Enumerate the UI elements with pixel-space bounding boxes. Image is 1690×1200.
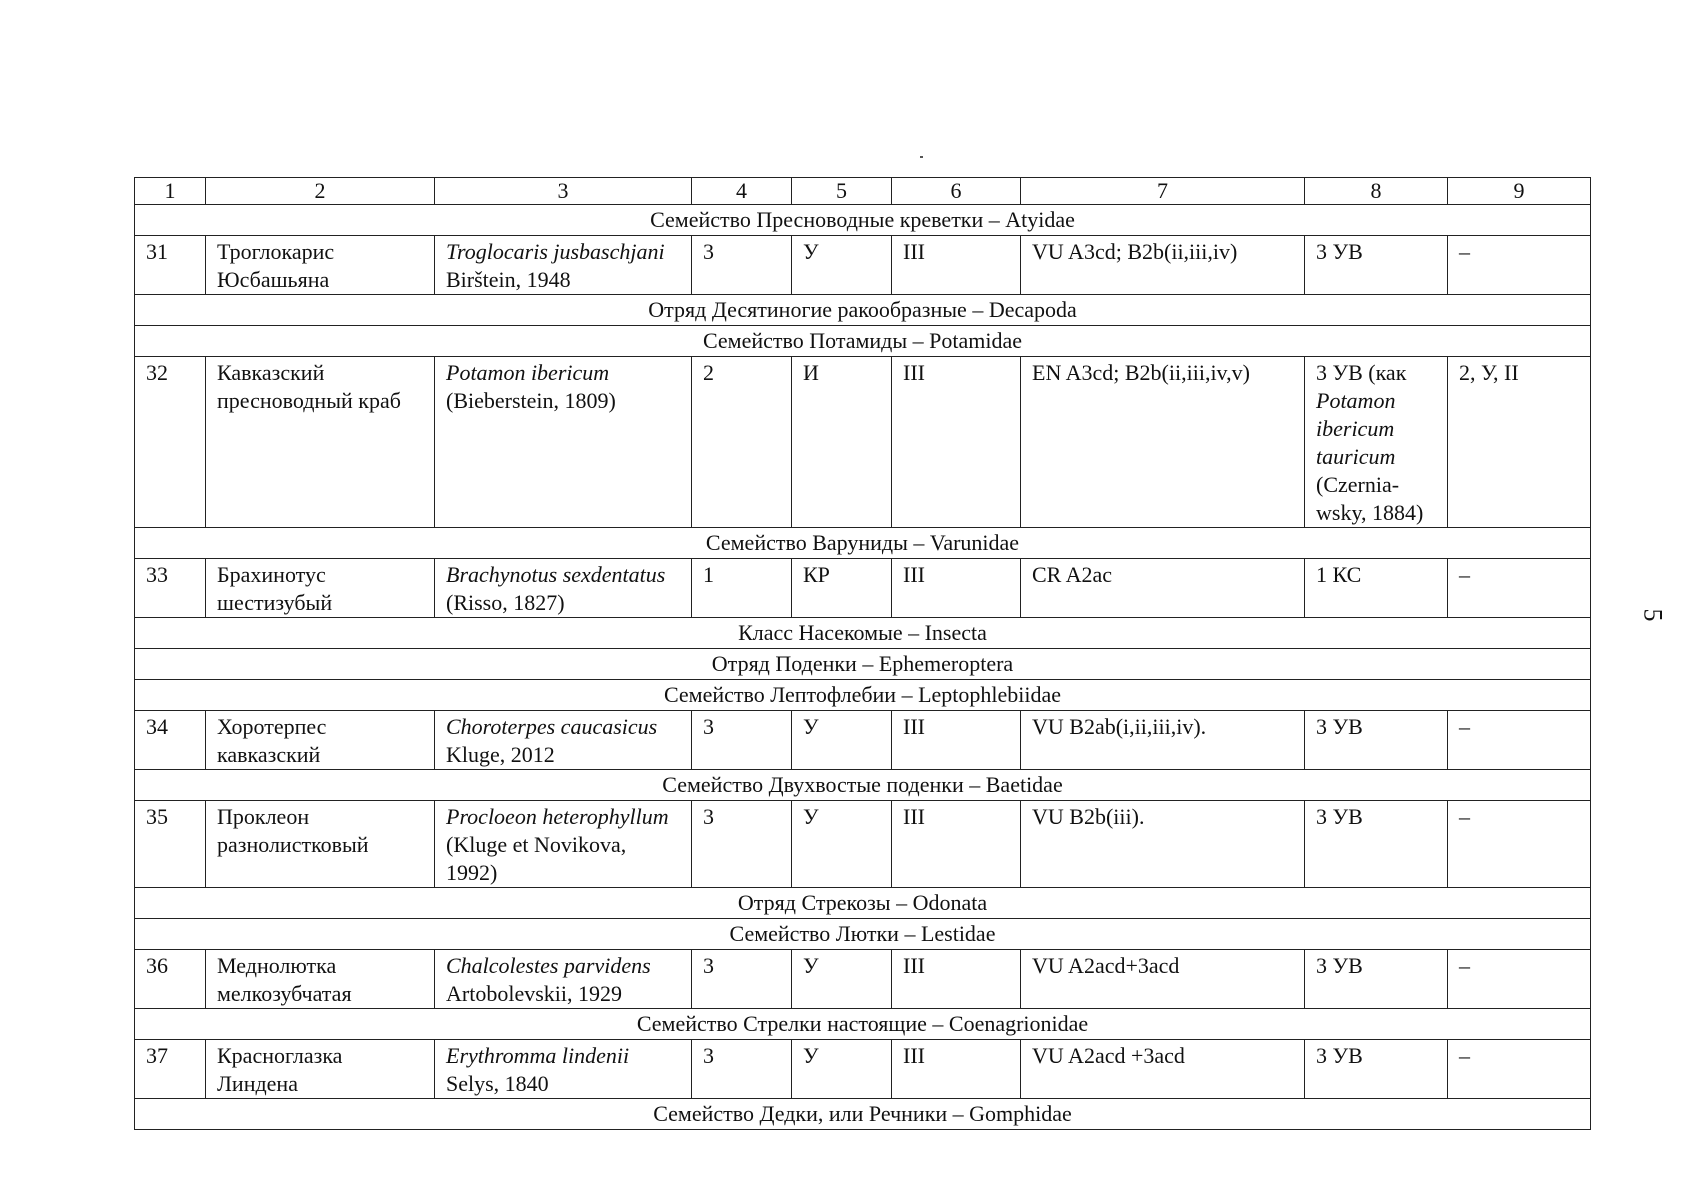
cell-latin-name (435, 801, 692, 888)
cell-col8: 3 УВ (1305, 236, 1448, 295)
section-row (135, 326, 1591, 357)
latin-binomial: Choroterpes caucasicus (446, 714, 658, 739)
cell-col8: 3 УВ (1305, 711, 1448, 770)
table-row (135, 236, 1591, 295)
cell-number: 31 (135, 236, 206, 295)
cell-col5: У (792, 801, 892, 888)
col8-text: 3 УВ (как (1316, 360, 1407, 385)
cell-col5: КР (792, 559, 892, 618)
latin-author: (Risso, 1827) (446, 590, 565, 615)
latin-author: Artobolevskii, 1929 (446, 981, 622, 1006)
cell-col9: – (1448, 711, 1591, 770)
cell-col4: 3 (692, 950, 792, 1009)
cell-col9: – (1448, 950, 1591, 1009)
section-label: Семейство Дедки, или Речники – Gomphidae (135, 1099, 1591, 1130)
cell-latin-name (435, 1040, 692, 1099)
header-row (135, 178, 1591, 205)
cell-col8: 3 УВ (1305, 1040, 1448, 1099)
latin-binomial: Procloeon heterophyllum (446, 804, 669, 829)
table-row (135, 357, 1591, 528)
section-row (135, 680, 1591, 711)
cell-col7: VU A2acd+3acd (1021, 950, 1305, 1009)
cell-russian-name: Хоротерпес кавказский (206, 711, 435, 770)
cell-col6: III (892, 711, 1021, 770)
cell-latin-name (435, 711, 692, 770)
section-row (135, 919, 1591, 950)
cell-col7: EN A3cd; B2b(ii,iii,iv,v) (1021, 357, 1305, 528)
header-cell: 3 (435, 178, 692, 205)
cell-col4: 3 (692, 711, 792, 770)
table-row (135, 711, 1591, 770)
section-label: Семейство Лютки – Lestidae (135, 919, 1591, 950)
cell-col8: 1 КС (1305, 559, 1448, 618)
section-row (135, 528, 1591, 559)
cell-col6: III (892, 559, 1021, 618)
cell-col5: У (792, 950, 892, 1009)
cell-number: 33 (135, 559, 206, 618)
header-cell: 1 (135, 178, 206, 205)
section-label: Отряд Десятиногие ракообразные – Decapoda (135, 295, 1591, 326)
cell-russian-name: Троглокарис Юсбашьяна (206, 236, 435, 295)
section-row (135, 770, 1591, 801)
cell-col9: – (1448, 559, 1591, 618)
header-cell: 8 (1305, 178, 1448, 205)
cell-number: 35 (135, 801, 206, 888)
latin-author: Birštein, 1948 (446, 267, 571, 292)
cell-russian-name: Меднолютка мелкозубчатая (206, 950, 435, 1009)
cell-col4: 1 (692, 559, 792, 618)
cell-col6: III (892, 801, 1021, 888)
cell-col7: VU B2ab(i,ii,iii,iv). (1021, 711, 1305, 770)
header-cell: 5 (792, 178, 892, 205)
section-row (135, 888, 1591, 919)
cell-number: 36 (135, 950, 206, 1009)
cell-russian-name: Проклеон разнолистковый (206, 801, 435, 888)
table-row (135, 559, 1591, 618)
section-row (135, 649, 1591, 680)
scan-speck (920, 156, 923, 158)
cell-russian-name: Кавказский пресноводный краб (206, 357, 435, 528)
latin-author: (Kluge et Novikova, 1992) (446, 832, 627, 885)
section-label: Семейство Лептофлебии – Leptophlebiidae (135, 680, 1591, 711)
section-label: Класс Насекомые – Insecta (135, 618, 1591, 649)
col8-author: (Czernia-wsky, 1884) (1316, 472, 1424, 525)
cell-col4: 2 (692, 357, 792, 528)
latin-binomial: Chalcolestes parvidens (446, 953, 651, 978)
section-label: Отряд Стрекозы – Odonata (135, 888, 1591, 919)
section-label: Семейство Стрелки настоящие – Coenagrionidae (135, 1009, 1591, 1040)
cell-russian-name: Красноглазка Линдена (206, 1040, 435, 1099)
section-row (135, 205, 1591, 236)
latin-binomial: Brachynotus sexdentatus (446, 562, 666, 587)
latin-binomial: Troglocaris jusbaschjani (446, 239, 665, 264)
cell-col7: CR A2ac (1021, 559, 1305, 618)
col8-latin: Potamon ibericum tauricum (1316, 388, 1396, 469)
species-table (134, 177, 1591, 1130)
cell-col5: И (792, 357, 892, 528)
section-label: Семейство Пресноводные креветки – Atyidae (135, 205, 1591, 236)
cell-col4: 3 (692, 801, 792, 888)
cell-col8: 3 УВ (1305, 950, 1448, 1009)
cell-col9: – (1448, 236, 1591, 295)
cell-col5: У (792, 1040, 892, 1099)
cell-col8 (1305, 357, 1448, 528)
cell-number: 34 (135, 711, 206, 770)
section-row (135, 1099, 1591, 1130)
cell-col4: 3 (692, 236, 792, 295)
cell-col6: III (892, 357, 1021, 528)
section-label: Семейство Двухвостые поденки – Baetidae (135, 770, 1591, 801)
cell-col9: 2, У, II (1448, 357, 1591, 528)
cell-latin-name (435, 950, 692, 1009)
table-row (135, 950, 1591, 1009)
cell-col6: III (892, 236, 1021, 295)
section-row (135, 295, 1591, 326)
header-cell: 6 (892, 178, 1021, 205)
cell-latin-name (435, 357, 692, 528)
latin-author: Selys, 1840 (446, 1071, 549, 1096)
cell-col8: 3 УВ (1305, 801, 1448, 888)
cell-latin-name (435, 559, 692, 618)
header-cell: 4 (692, 178, 792, 205)
table-row (135, 801, 1591, 888)
latin-binomial: Erythromma lindenii (446, 1043, 630, 1068)
cell-col6: III (892, 950, 1021, 1009)
section-label: Семейство Варуниды – Varunidae (135, 528, 1591, 559)
cell-col7: VU A3cd; B2b(ii,iii,iv) (1021, 236, 1305, 295)
cell-col9: – (1448, 1040, 1591, 1099)
latin-author: (Bieberstein, 1809) (446, 388, 616, 413)
header-cell: 9 (1448, 178, 1591, 205)
section-label: Отряд Поденки – Ephemeroptera (135, 649, 1591, 680)
cell-col5: У (792, 236, 892, 295)
cell-col7: VU A2acd +3acd (1021, 1040, 1305, 1099)
section-row (135, 618, 1591, 649)
cell-col4: 3 (692, 1040, 792, 1099)
cell-col7: VU B2b(iii). (1021, 801, 1305, 888)
cell-col6: III (892, 1040, 1021, 1099)
section-row (135, 1009, 1591, 1040)
header-cell: 2 (206, 178, 435, 205)
section-label: Семейство Потамиды – Potamidae (135, 326, 1591, 357)
table-row (135, 1040, 1591, 1099)
cell-col5: У (792, 711, 892, 770)
header-cell: 7 (1021, 178, 1305, 205)
latin-author: Kluge, 2012 (446, 742, 555, 767)
cell-number: 32 (135, 357, 206, 528)
page-number: 5 (1638, 608, 1668, 622)
cell-russian-name: Брахинотус шестизубый (206, 559, 435, 618)
cell-col9: – (1448, 801, 1591, 888)
cell-number: 37 (135, 1040, 206, 1099)
cell-latin-name (435, 236, 692, 295)
latin-binomial: Potamon ibericum (446, 360, 610, 385)
